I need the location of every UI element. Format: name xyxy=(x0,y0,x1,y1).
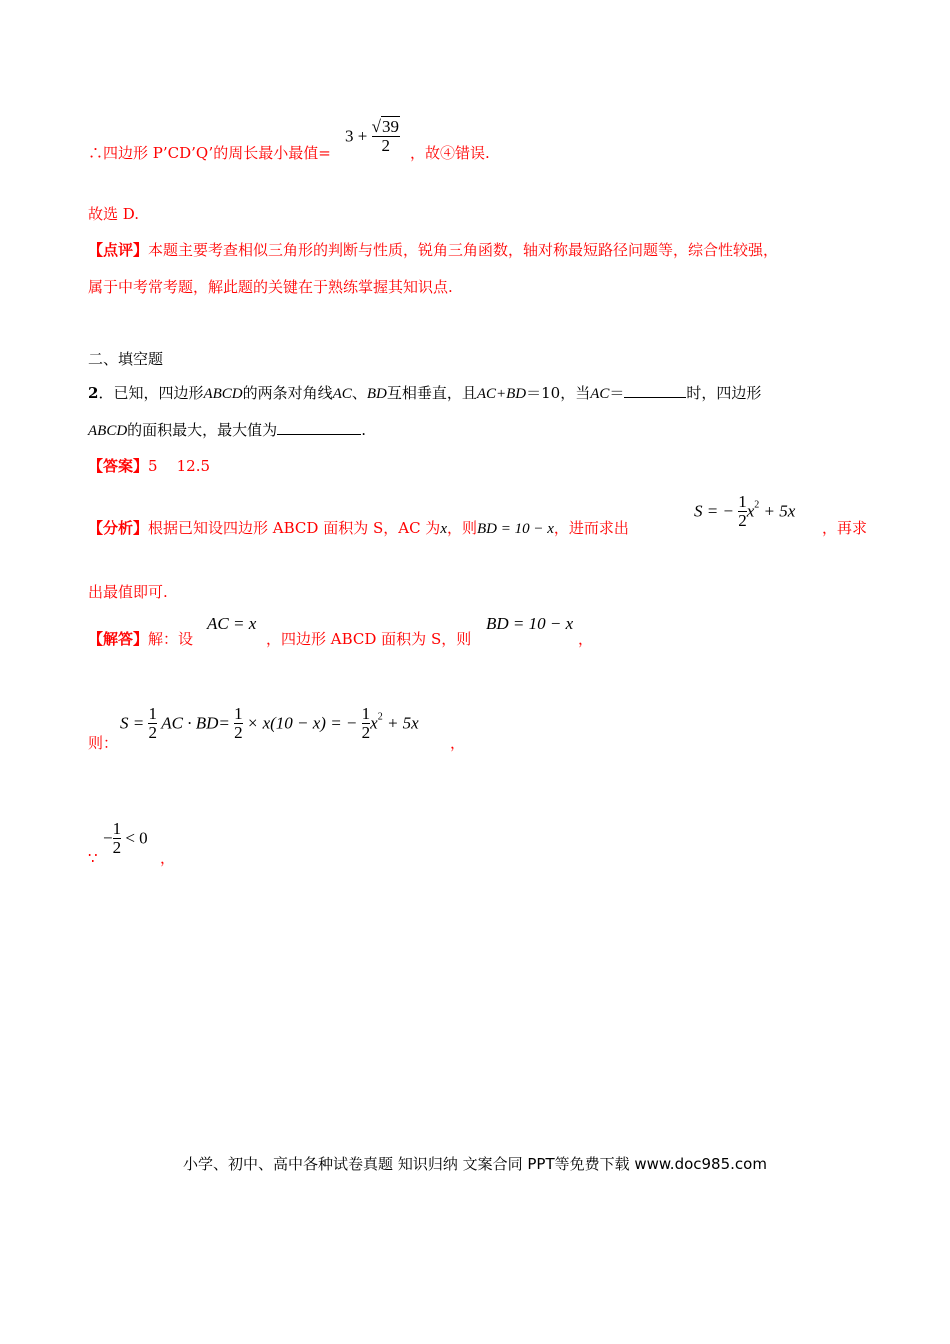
answer-blank-1 xyxy=(624,383,686,398)
comment-line-2: 属于中考常考题，解此题的关键在于熟练掌握其知识点. xyxy=(88,278,453,296)
answer-line xyxy=(88,456,210,476)
analysis-tag: 【分析】 xyxy=(88,519,149,537)
because-label: ∵ xyxy=(88,849,98,867)
inequality-formula: − $\frac{1}{2}$ < 0 xyxy=(103,819,148,857)
then-end: ， xyxy=(450,734,466,752)
answer-text: 5 12.5 xyxy=(148,457,211,475)
question-number: 2 xyxy=(88,384,99,402)
solution-line: 【解答】解：设 xyxy=(88,630,194,648)
answer-blank-2 xyxy=(277,420,361,435)
solution-ac-eq: AC = x xyxy=(207,614,257,633)
area-formula-solution: S = $\frac{1}{2}$ AC · BD= $\frac{1}{2}$ × x(10 − x) = − $\frac{1}{2}$ $x^2 + 5x$ xyxy=(120,704,419,742)
sqrt39-over-2-fraction: $\frac{√39}{2}$ xyxy=(371,117,399,155)
perimeter-text-suffix: ，故④错误. xyxy=(410,144,490,162)
analysis-line-1: 【分析】根据已知设四边形 ABCD 面积为 S，AC 为x，则BD = 10 − x，进而求出 xyxy=(88,519,629,537)
answer-tag: 【答案】 xyxy=(88,457,149,475)
comment-line-1 xyxy=(88,240,778,260)
question-line-1: 2．已知，四边形ABCD的两条对角线AC、BD互相垂直，且AC+BD＝10，当AC＝ 时，四边形 xyxy=(88,384,762,402)
comment-tag: 【点评】 xyxy=(88,241,149,259)
perimeter-text-suffix-wrap xyxy=(410,143,490,163)
analysis-tail: ，再求 xyxy=(822,519,868,537)
because-end: ， xyxy=(160,849,176,867)
area-formula-analysis: S = − $\frac{1}{2}$ $x^2 + 5x$ xyxy=(694,492,796,530)
solution-bd-eq: BD = 10 − x xyxy=(486,614,574,633)
solution-tag: 【解答】 xyxy=(88,630,149,648)
then-label: 则： xyxy=(88,734,119,752)
question-line-2: ABCD的面积最大，最大值为 . xyxy=(88,421,366,439)
comment-text-1: 本题主要考查相似三角形的判断与性质，锐角三角函数，轴对称最短路径问题等，综合性较强， xyxy=(148,241,779,259)
perimeter-text-prefix: ∴四边形 P’CD’Q’的周长最小最值= xyxy=(88,144,331,162)
section-title: 二、填空题 xyxy=(88,350,164,368)
page-footer: 小学、初中、高中各种试卷真题 知识归纳 文案合同 PPT等免费下载 www.doc985.com xyxy=(183,1155,767,1173)
perimeter-conclusion-line xyxy=(88,143,331,163)
perimeter-formula: 3 + $\frac{√39}{2}$ xyxy=(345,117,399,155)
choice-conclusion: 故选 D. xyxy=(88,205,140,223)
solution-end: ， xyxy=(578,630,594,648)
analysis-line-2: 出最值即可. xyxy=(88,583,168,601)
solution-mid: ，四边形 ABCD 面积为 S，则 xyxy=(266,630,472,648)
